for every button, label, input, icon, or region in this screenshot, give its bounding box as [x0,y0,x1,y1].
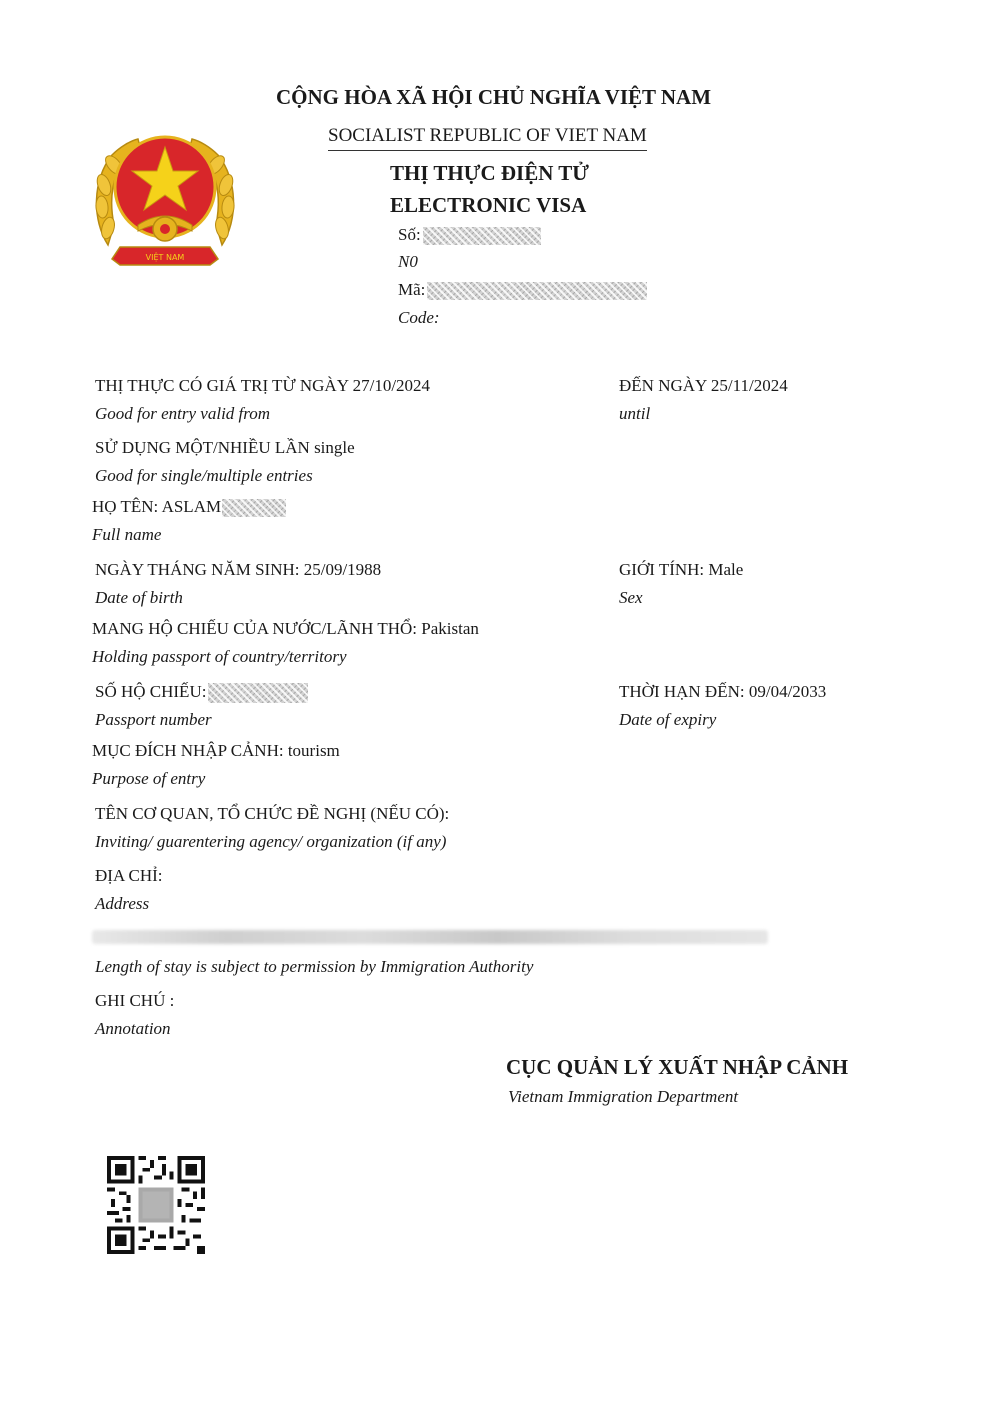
visa-code-label-en: Code: [398,308,440,327]
visa-code-label: Mã: [398,280,426,299]
visa-number-row [398,225,541,245]
valid-from-label-en: Good for entry valid from [95,404,271,423]
entries-label-en: Good for single/multiple entries [95,466,313,485]
document-title-en: ELECTRONIC VISA [390,193,587,217]
address-label: ĐỊA CHỈ: [95,866,163,885]
purpose-label: MỤC ĐÍCH NHẬP CẢNH: tourism [92,741,340,760]
full-name-label: HỌ TÊN: ASLAM [92,497,222,516]
full-name-label-en: Full name [92,525,162,544]
visa-code-row [398,280,647,300]
agency-label: TÊN CƠ QUAN, TỔ CHỨC ĐỀ NGHỊ (NẾU CÓ): [95,804,450,823]
visa-number-label-en: N0 [398,252,418,271]
sex-label-en: Sex [619,588,643,607]
agency-label-en: Inviting/ guarentering agency/ organization (if any) [95,832,447,851]
country-title-vn: CỘNG HÒA XÃ HỘI CHỦ NGHĨA VIỆT NAM [276,85,712,109]
sex-label: GIỚI TÍNH: Male [619,560,744,579]
redacted-passport-number [208,683,308,703]
expiry-label: THỜI HẠN ĐẾN: 09/04/2033 [619,682,827,701]
emblem-banner-text: VIỆT NAM [145,253,185,262]
document-title-vn: THỊ THỰC ĐIỆN TỬ [390,161,589,185]
country-title-en: SOCIALIST REPUBLIC OF VIET NAM [328,124,647,151]
dob-label: NGÀY THÁNG NĂM SINH: 25/09/1988 [95,560,382,579]
address-label-en: Address [95,894,150,913]
stay-note: Length of stay is subject to permission by Immigration Authority [95,957,534,976]
redacted-address [92,930,768,944]
valid-from-label: THỊ THỰC CÓ GIÁ TRỊ TỪ NGÀY 27/10/2024 [95,376,431,395]
authority-name-vn: CỤC QUẢN LÝ XUẤT NHẬP CẢNH [506,1055,849,1079]
dob-label-en: Date of birth [95,588,183,607]
expiry-label-en: Date of expiry [619,710,717,729]
full-name-row [92,497,286,517]
passport-number-row [95,682,308,703]
annotation-label: GHI CHÚ : [95,991,175,1010]
valid-until-label: ĐẾN NGÀY 25/11/2024 [619,376,788,395]
passport-country-label: MANG HỘ CHIẾU CỦA NƯỚC/LÃNH THỔ: Pakistan [92,619,479,638]
passport-country-label-en: Holding passport of country/territory [92,647,347,666]
valid-until-label-en: until [619,404,651,423]
entries-label: SỬ DỤNG MỘT/NHIỀU LẦN single [95,438,355,457]
redacted-visa-code [427,282,647,300]
visa-number-label: Số: [398,225,421,244]
purpose-label-en: Purpose of entry [92,769,206,788]
redacted-surname [222,499,286,517]
authority-name-en: Vietnam Immigration Department [508,1087,739,1106]
national-emblem-icon [90,125,240,273]
annotation-label-en: Annotation [95,1019,171,1038]
qr-code [106,1156,206,1254]
passport-number-label-en: Passport number [95,710,212,729]
redacted-visa-number [423,227,541,245]
passport-number-label: SỐ HỘ CHIẾU: [95,682,207,701]
